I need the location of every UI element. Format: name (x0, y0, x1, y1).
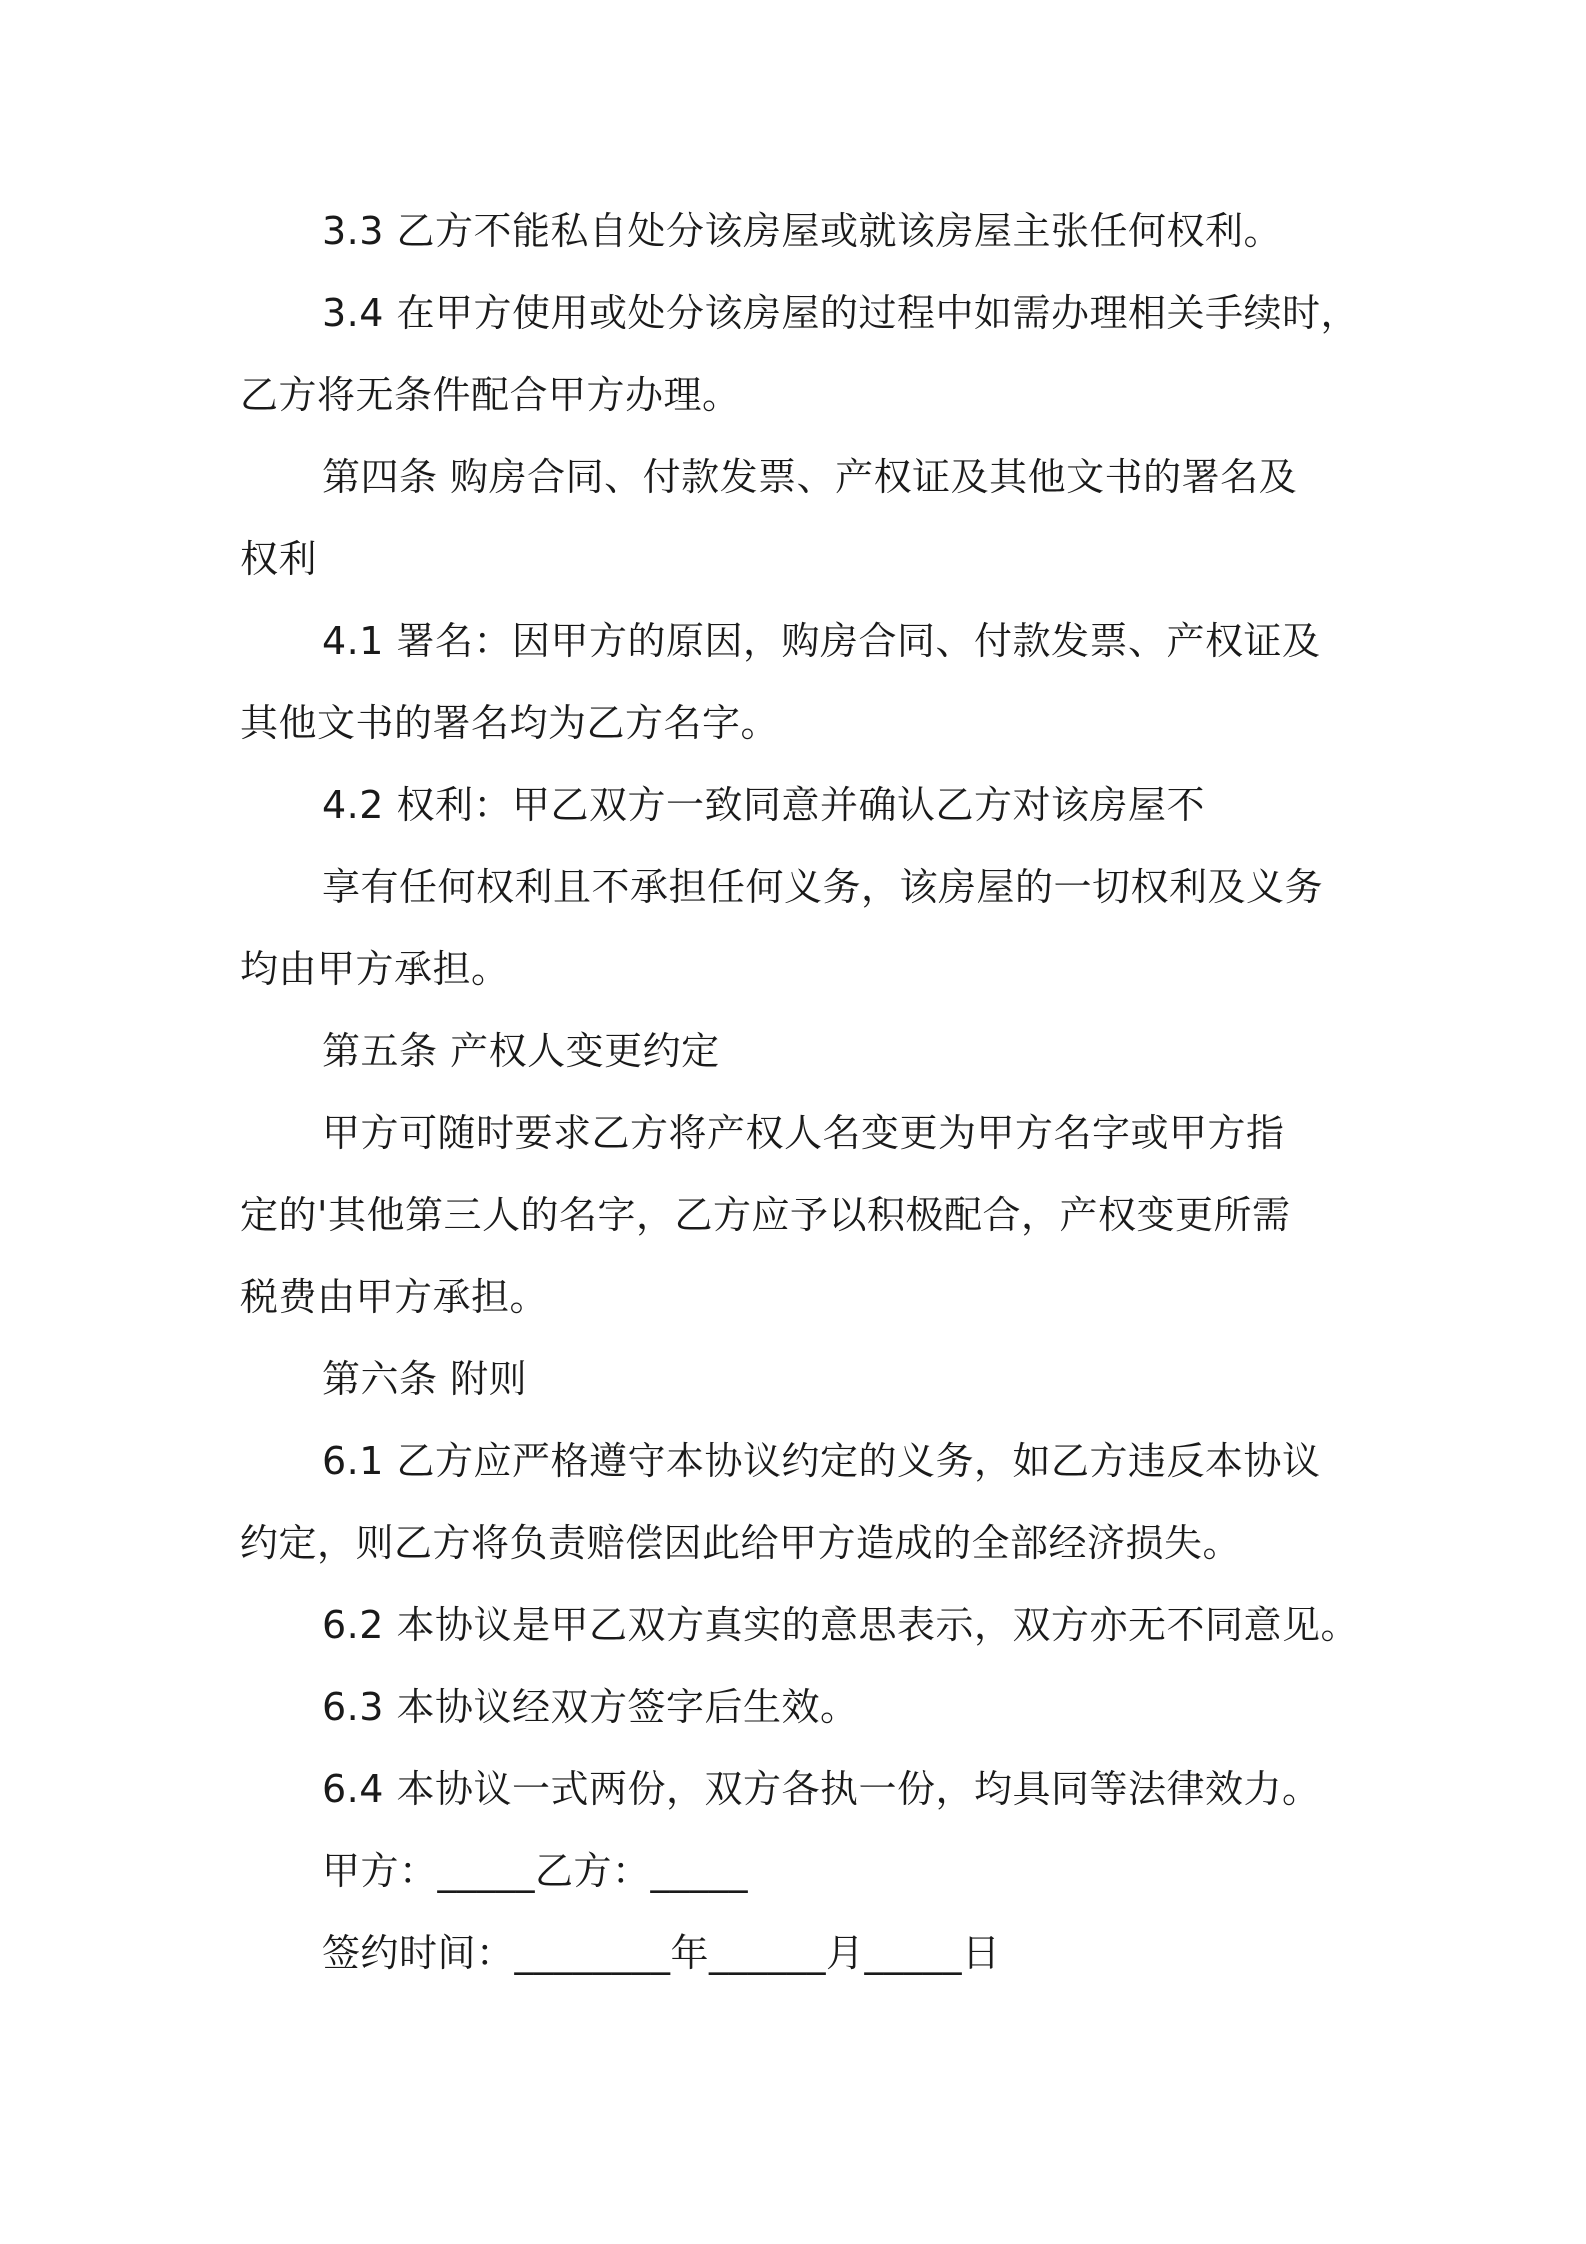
clause-6-2: 6.2 本协议是甲乙双方真实的意思表示，双方亦无不同意见。 (322, 1603, 1360, 1647)
clause-4-2-line-3: 均由甲方承担。 (240, 947, 510, 991)
clause-4-2-line-1: 4.2 权利：甲乙双方一致同意并确认乙方对该房屋不 (322, 783, 1206, 827)
clause-6-4: 6.4 本协议一式两份，双方各执一份，均具同等法律效力。 (322, 1767, 1321, 1811)
clause-4-2-line-2: 享有任何权利且不承担任何义务，该房屋的一切权利及义务 (322, 865, 1324, 909)
clause-3-3: 3.3 乙方不能私自处分该房屋或就该房屋主张任何权利。 (322, 209, 1283, 253)
clause-6-3: 6.3 本协议经双方签字后生效。 (322, 1685, 859, 1729)
clause-4-1-line-1: 4.1 署名：因甲方的原因，购房合同、付款发票、产权证及 (322, 619, 1321, 663)
clause-3-4-line-2: 乙方将无条件配合甲方办理。 (240, 373, 741, 417)
article-5-body-line-2: 定的'其他第三人的名字，乙方应予以积极配合，产权变更所需 (240, 1193, 1291, 1237)
signature-line: 甲方：_____乙方：_____ (322, 1849, 749, 1893)
clause-6-1-line-1: 6.1 乙方应严格遵守本协议约定的义务，如乙方违反本协议 (322, 1439, 1321, 1483)
clause-3-4-line-1: 3.4 在甲方使用或处分该房屋的过程中如需办理相关手续时， (322, 291, 1360, 335)
clause-6-1-line-2: 约定，则乙方将负责赔偿因此给甲方造成的全部经济损失。 (240, 1521, 1242, 1565)
article-4-heading-line-1: 第四条 购房合同、付款发票、产权证及其他文书的署名及 (322, 455, 1298, 499)
article-5-body-line-3: 税费由甲方承担。 (240, 1275, 549, 1319)
signing-date-line: 签约时间：________年______月_____日 (322, 1931, 1001, 1975)
article-6-heading: 第六条 附则 (322, 1357, 528, 1401)
article-4-heading-line-2: 权利 (240, 537, 318, 581)
article-5-body-line-1: 甲方可随时要求乙方将产权人名变更为甲方名字或甲方指 (322, 1111, 1285, 1155)
clause-4-1-line-2: 其他文书的署名均为乙方名字。 (240, 701, 780, 745)
article-5-heading: 第五条 产权人变更约定 (322, 1029, 720, 1073)
